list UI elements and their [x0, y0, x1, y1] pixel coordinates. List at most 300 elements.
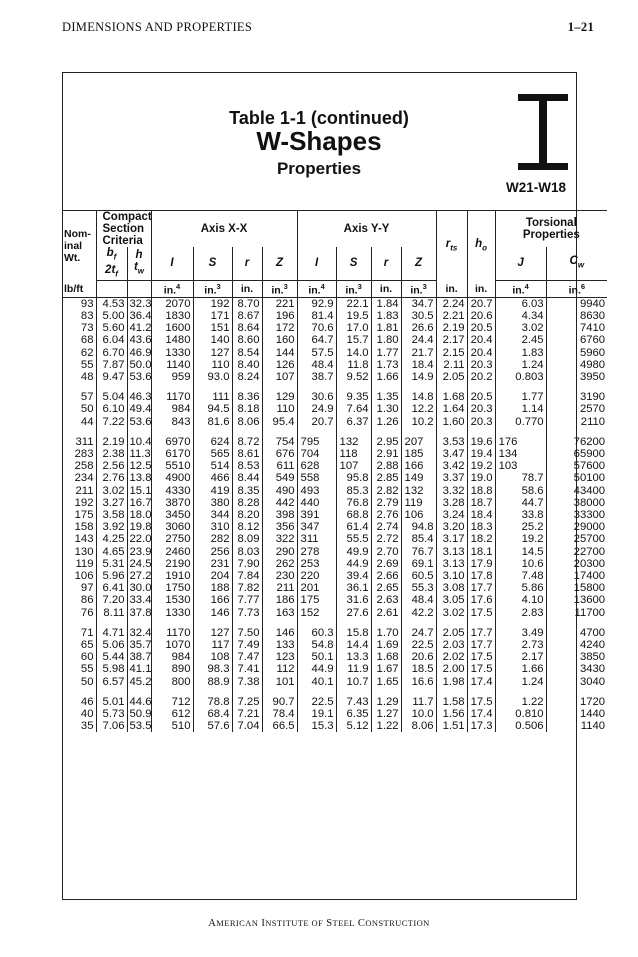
- value-cell: 398: [262, 509, 297, 521]
- value-cell: 16.7: [127, 497, 151, 509]
- value-cell: 0.506: [495, 720, 546, 732]
- table-row: [62, 460, 607, 472]
- value-cell: 8.09: [232, 533, 262, 545]
- unit-cell: in.$^4$: [151, 281, 193, 298]
- value-cell: 24.5: [127, 558, 151, 570]
- value-cell: 171: [193, 310, 232, 322]
- value-cell: 90.7: [262, 696, 297, 708]
- value-cell: 2.38: [96, 448, 127, 460]
- value-cell: 17.5: [467, 696, 495, 708]
- value-cell: 106: [401, 509, 436, 521]
- value-cell: 3.92: [96, 521, 127, 533]
- value-cell: 1.69: [371, 639, 401, 651]
- value-cell: 60.3: [297, 627, 336, 639]
- value-cell: 2.24: [436, 297, 467, 310]
- value-cell: 3.28: [436, 497, 467, 509]
- value-cell: 29000: [546, 521, 607, 533]
- value-cell: 7410: [546, 322, 607, 334]
- value-cell: 8.64: [232, 322, 262, 334]
- value-cell: 11.9: [336, 663, 371, 675]
- value-cell: 3850: [546, 651, 607, 663]
- value-cell: 3.47: [436, 448, 467, 460]
- value-cell: 2.65: [371, 582, 401, 594]
- value-cell: 94.8: [401, 521, 436, 533]
- value-cell: 172: [262, 322, 297, 334]
- iy-header: I: [297, 247, 336, 281]
- value-cell: 7.04: [232, 720, 262, 732]
- value-cell: 7.64: [336, 403, 371, 415]
- value-cell: 278: [297, 546, 336, 558]
- value-cell: 76200: [546, 436, 607, 448]
- value-cell: 3040: [546, 676, 607, 688]
- value-cell: 380: [193, 497, 232, 509]
- value-cell: 186: [262, 594, 297, 606]
- value-cell: 18.1: [467, 546, 495, 558]
- value-cell: 163: [262, 607, 297, 619]
- value-cell: 68.8: [336, 509, 371, 521]
- zy-header: Z: [401, 247, 436, 281]
- value-cell: 2.69: [371, 558, 401, 570]
- value-cell: 800: [151, 676, 193, 688]
- value-cell: 15800: [546, 582, 607, 594]
- value-cell: 5.60: [96, 322, 127, 334]
- table-row: [62, 570, 607, 582]
- unit-cell: in.: [232, 281, 262, 298]
- value-cell: 0.770: [495, 416, 546, 428]
- value-cell: 140: [193, 334, 232, 346]
- value-cell: 17.3: [467, 720, 495, 732]
- value-cell: 5.00: [96, 310, 127, 322]
- nominal-weight-cell: 55: [80, 663, 94, 676]
- value-cell: 2.82: [371, 485, 401, 497]
- value-cell: 11.3: [127, 448, 151, 460]
- value-cell: 0.810: [495, 708, 546, 720]
- value-cell: 1.60: [436, 416, 467, 428]
- value-cell: 3.17: [436, 533, 467, 545]
- value-cell: 1.68: [436, 391, 467, 403]
- value-cell: 2.19: [96, 436, 127, 448]
- table-row: [62, 371, 607, 383]
- value-cell: 3.05: [436, 594, 467, 606]
- value-cell: 10.7: [336, 676, 371, 688]
- value-cell: 2.11: [436, 359, 467, 371]
- running-head: [62, 20, 594, 38]
- value-cell: 4980: [546, 359, 607, 371]
- nominal-weight-cell: 35: [80, 720, 94, 733]
- nominal-weight-cell: 57: [80, 391, 94, 404]
- value-cell: 624: [193, 436, 232, 448]
- value-cell: 2570: [546, 403, 607, 415]
- value-cell: 2.56: [96, 460, 127, 472]
- value-cell: 166: [193, 594, 232, 606]
- value-cell: 2.70: [371, 546, 401, 558]
- value-cell: 1070: [151, 639, 193, 651]
- table-row: [62, 485, 607, 497]
- group-spacer: [62, 619, 607, 627]
- value-cell: 2.05: [436, 371, 467, 383]
- value-cell: 984: [151, 403, 193, 415]
- value-cell: 27.6: [336, 607, 371, 619]
- value-cell: 7.82: [232, 582, 262, 594]
- value-cell: 1.68: [371, 651, 401, 663]
- value-cell: 196: [262, 310, 297, 322]
- value-cell: 103: [495, 460, 546, 472]
- value-cell: 2.61: [371, 607, 401, 619]
- value-cell: 18.7: [467, 497, 495, 509]
- value-cell: 2.91: [371, 448, 401, 460]
- nominal-weight-cell: 71: [80, 626, 94, 639]
- table-row: [62, 594, 607, 606]
- axis-xx-header: Axis X-X: [151, 211, 297, 248]
- value-cell: 7.38: [232, 676, 262, 688]
- value-cell: 1.73: [371, 359, 401, 371]
- value-cell: 6970: [151, 436, 193, 448]
- value-cell: 5.06: [96, 639, 127, 651]
- value-cell: 8.20: [232, 509, 262, 521]
- value-cell: 5.12: [336, 720, 371, 732]
- value-cell: 61.4: [336, 521, 371, 533]
- table-row: [62, 359, 607, 371]
- value-cell: 46.9: [127, 347, 151, 359]
- value-cell: 7.90: [232, 558, 262, 570]
- value-cell: 14.8: [401, 391, 436, 403]
- value-cell: 8.61: [232, 448, 262, 460]
- value-cell: 3950: [546, 371, 607, 383]
- value-cell: 490: [262, 485, 297, 497]
- value-cell: 1530: [151, 594, 193, 606]
- value-cell: 64.7: [297, 334, 336, 346]
- table-row: [62, 521, 607, 533]
- value-cell: 231: [193, 558, 232, 570]
- value-cell: 7.21: [232, 708, 262, 720]
- value-cell: 2.88: [371, 460, 401, 472]
- cw-header: $C_w$: [546, 247, 607, 281]
- value-cell: 290: [262, 546, 297, 558]
- value-cell: 310: [193, 521, 232, 533]
- value-cell: 17.7: [467, 627, 495, 639]
- value-cell: 1830: [151, 310, 193, 322]
- h-tw-header: h $t_w$: [127, 247, 151, 281]
- value-cell: 53.6: [127, 416, 151, 428]
- sx-header: S: [193, 247, 232, 281]
- table-row: [62, 297, 607, 310]
- value-cell: 69.1: [401, 558, 436, 570]
- value-cell: 440: [297, 497, 336, 509]
- value-cell: 1.98: [436, 676, 467, 688]
- value-cell: 2460: [151, 546, 193, 558]
- value-cell: 146: [262, 627, 297, 639]
- value-cell: 192: [193, 297, 232, 310]
- value-cell: 230: [262, 570, 297, 582]
- value-cell: 1.29: [371, 696, 401, 708]
- value-cell: 391: [297, 509, 336, 521]
- value-cell: 33300: [546, 509, 607, 521]
- value-cell: 42.2: [401, 607, 436, 619]
- value-cell: 43.6: [127, 334, 151, 346]
- value-cell: 44.6: [127, 696, 151, 708]
- value-cell: 57.6: [193, 720, 232, 732]
- value-cell: 7.84: [232, 570, 262, 582]
- value-cell: 19.4: [467, 448, 495, 460]
- value-cell: 13.8: [127, 472, 151, 484]
- value-cell: 1.66: [495, 663, 546, 675]
- value-cell: 93.0: [193, 371, 232, 383]
- bf-header: $b_f$ $2t_f$: [96, 247, 127, 281]
- value-cell: 149: [401, 472, 436, 484]
- value-cell: 2110: [546, 416, 607, 428]
- value-cell: 6.03: [495, 297, 546, 310]
- value-cell: 81.6: [193, 416, 232, 428]
- value-cell: 984: [151, 651, 193, 663]
- value-cell: 55.3: [401, 582, 436, 594]
- value-cell: 107: [336, 460, 371, 472]
- value-cell: 311: [297, 533, 336, 545]
- value-cell: 50.1: [297, 651, 336, 663]
- table-row: [62, 310, 607, 322]
- value-cell: 65900: [546, 448, 607, 460]
- value-cell: 20.2: [467, 371, 495, 383]
- value-cell: 4.25: [96, 533, 127, 545]
- value-cell: 1.66: [371, 371, 401, 383]
- value-cell: 2.19: [436, 322, 467, 334]
- table-row: [62, 639, 607, 651]
- value-cell: 31.6: [336, 594, 371, 606]
- value-cell: 38000: [546, 497, 607, 509]
- value-cell: 37.8: [127, 607, 151, 619]
- value-cell: 5510: [151, 460, 193, 472]
- table-row: [62, 472, 607, 484]
- value-cell: 2.45: [495, 334, 546, 346]
- value-cell: 3.49: [495, 627, 546, 639]
- value-cell: 20.3: [467, 359, 495, 371]
- value-cell: 110: [193, 359, 232, 371]
- value-cell: 50.0: [127, 359, 151, 371]
- nominal-weight-cell: 175: [74, 508, 94, 521]
- value-cell: 3.02: [495, 322, 546, 334]
- value-cell: 152: [297, 607, 336, 619]
- value-cell: 754: [262, 436, 297, 448]
- nominal-weight-cell: 50: [80, 675, 94, 688]
- value-cell: 712: [151, 696, 193, 708]
- value-cell: 7.49: [232, 639, 262, 651]
- unit-cell: in.$^3$: [336, 281, 371, 298]
- value-cell: 7.06: [96, 720, 127, 732]
- value-cell: 1.22: [495, 696, 546, 708]
- table-row: [62, 582, 607, 594]
- nominal-weight-cell: 130: [74, 545, 94, 558]
- value-cell: 88.9: [193, 676, 232, 688]
- value-cell: 3450: [151, 509, 193, 521]
- value-cell: 1.67: [371, 663, 401, 675]
- value-cell: 58.6: [495, 485, 546, 497]
- value-cell: 8.60: [232, 334, 262, 346]
- value-cell: 20.7: [297, 416, 336, 428]
- value-cell: 49.4: [127, 403, 151, 415]
- value-cell: 55.5: [336, 533, 371, 545]
- nominal-weight-cell: 106: [74, 569, 94, 582]
- value-cell: 11700: [546, 607, 607, 619]
- value-cell: 119: [401, 497, 436, 509]
- value-cell: 38.7: [127, 651, 151, 663]
- value-cell: 6.37: [336, 416, 371, 428]
- value-cell: 1.56: [436, 708, 467, 720]
- value-cell: 1.81: [371, 322, 401, 334]
- table-row: [62, 708, 607, 720]
- value-cell: 4240: [546, 639, 607, 651]
- unit-cell: in.$^3$: [262, 281, 297, 298]
- value-cell: 18.4: [401, 359, 436, 371]
- value-cell: 30.5: [401, 310, 436, 322]
- table-row: [62, 497, 607, 509]
- group-spacer: [62, 688, 607, 696]
- value-cell: 2.83: [495, 607, 546, 619]
- value-cell: 549: [262, 472, 297, 484]
- value-cell: 8.36: [232, 391, 262, 403]
- value-cell: 2.15: [436, 347, 467, 359]
- value-cell: 207: [401, 436, 436, 448]
- value-cell: 6.41: [96, 582, 127, 594]
- value-cell: 132: [401, 485, 436, 497]
- value-cell: 5.96: [96, 570, 127, 582]
- value-cell: 1.80: [371, 334, 401, 346]
- value-cell: 2.17: [436, 334, 467, 346]
- value-cell: 110: [262, 403, 297, 415]
- value-cell: 3430: [546, 663, 607, 675]
- shape-range: W21-W18: [505, 180, 566, 195]
- value-cell: 8.12: [232, 521, 262, 533]
- value-cell: 48.4: [401, 594, 436, 606]
- value-cell: 7.77: [232, 594, 262, 606]
- value-cell: 18.0: [127, 509, 151, 521]
- value-cell: 3.20: [436, 521, 467, 533]
- value-cell: 959: [151, 371, 193, 383]
- nominal-weight-cell: 192: [74, 496, 94, 509]
- value-cell: 57600: [546, 460, 607, 472]
- value-cell: 68.4: [193, 708, 232, 720]
- value-cell: 8.11: [96, 607, 127, 619]
- value-cell: 2750: [151, 533, 193, 545]
- value-cell: 344: [193, 509, 232, 521]
- value-cell: 15.8: [336, 627, 371, 639]
- value-cell: 7.73: [232, 607, 262, 619]
- running-head-title: DIMENSIONS AND PROPERTIES: [62, 20, 253, 34]
- value-cell: 5.86: [495, 582, 546, 594]
- value-cell: 3870: [151, 497, 193, 509]
- ix-header: I: [151, 247, 193, 281]
- value-cell: 17.8: [467, 570, 495, 582]
- value-cell: 129: [262, 391, 297, 403]
- value-cell: 4.10: [495, 594, 546, 606]
- value-cell: 12.5: [127, 460, 151, 472]
- value-cell: 36.1: [336, 582, 371, 594]
- value-cell: 20.3: [467, 416, 495, 428]
- table-row: [62, 416, 607, 428]
- value-cell: 44.9: [336, 558, 371, 570]
- value-cell: 176: [495, 436, 546, 448]
- nominal-weight-cell: 76: [80, 606, 94, 619]
- value-cell: 33.8: [495, 509, 546, 521]
- value-cell: 6.70: [96, 347, 127, 359]
- value-cell: 514: [193, 460, 232, 472]
- value-cell: 1.77: [371, 347, 401, 359]
- value-cell: 17.5: [467, 663, 495, 675]
- nominal-weight-cell: 40: [80, 708, 94, 720]
- value-cell: 17.5: [467, 651, 495, 663]
- value-cell: 35.7: [127, 639, 151, 651]
- value-cell: 127: [193, 627, 232, 639]
- value-cell: 11.8: [336, 359, 371, 371]
- value-cell: 18.4: [467, 509, 495, 521]
- value-cell: 13600: [546, 594, 607, 606]
- value-cell: 7.50: [232, 627, 262, 639]
- i-beam-icon: [512, 92, 572, 172]
- value-cell: 5960: [546, 347, 607, 359]
- value-cell: 85.3: [336, 485, 371, 497]
- table-subtitle: Properties: [276, 159, 362, 178]
- value-cell: 419: [193, 485, 232, 497]
- value-cell: 1440: [546, 708, 607, 720]
- value-cell: 565: [193, 448, 232, 460]
- value-cell: 185: [401, 448, 436, 460]
- value-cell: 9.52: [336, 371, 371, 383]
- value-cell: 126: [262, 359, 297, 371]
- value-cell: 19.0: [467, 472, 495, 484]
- value-cell: 7.47: [232, 651, 262, 663]
- value-cell: 17.4: [467, 676, 495, 688]
- value-cell: 22.5: [401, 639, 436, 651]
- table-row: [62, 627, 607, 639]
- value-cell: 20.5: [467, 322, 495, 334]
- nominal-weight-cell: 158: [74, 521, 94, 534]
- value-cell: 26.6: [401, 322, 436, 334]
- value-cell: 1.65: [371, 676, 401, 688]
- value-cell: 3060: [151, 521, 193, 533]
- unit-cell: in.: [436, 281, 467, 298]
- value-cell: 107: [262, 371, 297, 383]
- value-cell: 8.53: [232, 460, 262, 472]
- rts-header: $r_{ts}$: [436, 211, 467, 281]
- value-cell: 92.9: [297, 297, 336, 310]
- value-cell: 41.2: [127, 322, 151, 334]
- value-cell: 1480: [151, 334, 193, 346]
- table-row: [62, 347, 607, 359]
- units-row: [62, 281, 607, 298]
- unit-cell: in.$^3$: [401, 281, 436, 298]
- value-cell: 3.08: [436, 582, 467, 594]
- value-cell: 493: [297, 485, 336, 497]
- value-cell: 27.2: [127, 570, 151, 582]
- table-row: [62, 509, 607, 521]
- value-cell: 53.6: [127, 371, 151, 383]
- value-cell: 15.7: [336, 334, 371, 346]
- unit-cell: in.: [371, 281, 401, 298]
- value-cell: 85.4: [401, 533, 436, 545]
- value-cell: 347: [297, 521, 336, 533]
- nominal-weight-cell: 283: [74, 447, 94, 460]
- value-cell: 18.5: [401, 663, 436, 675]
- nominal-weight-cell: 143: [74, 533, 94, 546]
- value-cell: 25.2: [495, 521, 546, 533]
- value-cell: 50100: [546, 472, 607, 484]
- value-cell: 146: [193, 607, 232, 619]
- value-cell: 13.3: [336, 651, 371, 663]
- value-cell: 11.7: [401, 696, 436, 708]
- table-row: [62, 448, 607, 460]
- value-cell: 132: [336, 436, 371, 448]
- value-cell: 98.3: [193, 663, 232, 675]
- nominal-weight-cell: 211: [75, 484, 94, 497]
- value-cell: 19.6: [467, 436, 495, 448]
